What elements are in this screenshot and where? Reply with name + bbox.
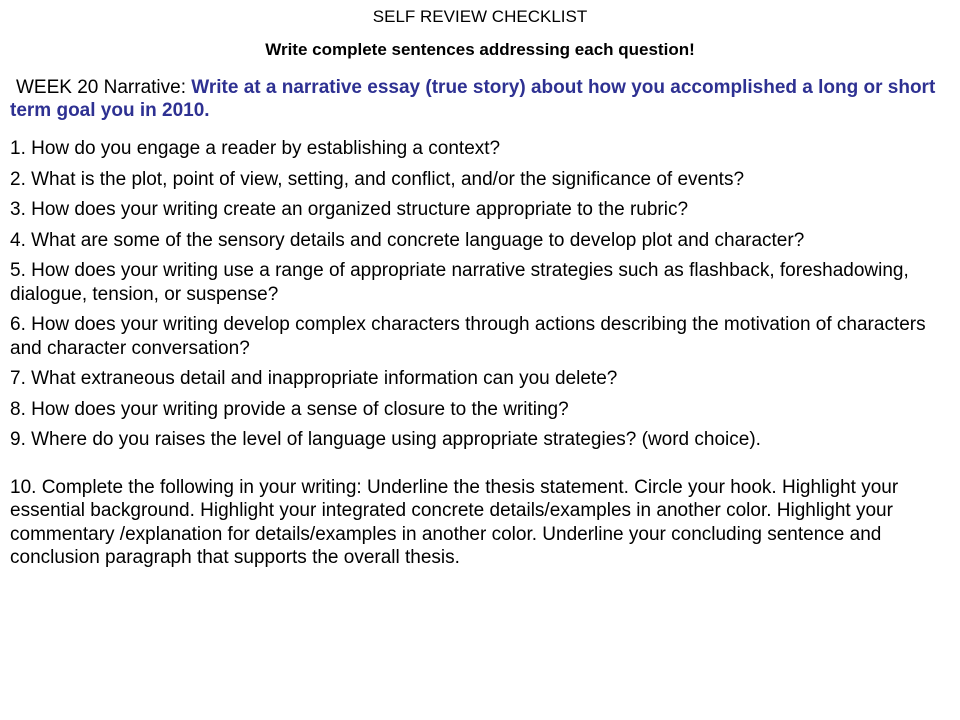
- assignment-block: [10, 76, 940, 122]
- question-item: 1. How do you engage a reader by establishing a context?: [10, 138, 501, 159]
- question-item: 8. How does your writing provide a sense of closure to the writing?: [10, 398, 569, 420]
- question-item: 10. Complete the following in your writing: Underline the thesis statement. Circle your hook. Highlight your essential background. Highlight your integrated concrete details/examples in another color. Highlight your commentary /explanation for details/examples in another color. Underline your concluding sentence and conclusion paragraph that supports the overall thesis.: [10, 476, 899, 568]
- question-item: 6. How does your writing develop complex characters through actions describing the motivation of characters and character conversation?: [10, 314, 926, 359]
- question-item: 7. What extraneous detail and inappropriate information can you delete?: [10, 368, 618, 389]
- question-list: [10, 137, 955, 577]
- page-subtitle: Write complete sentences addressing each question!: [265, 40, 695, 59]
- assignment-week-label: WEEK 20 Narrative:: [16, 77, 192, 98]
- question-item: 3. How does your writing create an organized structure appropriate to the rubric?: [10, 199, 689, 220]
- question-item: 9. Where do you raises the level of language using appropriate strategies? (word choice).: [10, 429, 761, 450]
- question-item: 2. What is the plot, point of view, setting, and conflict, and/or the significance of events?: [10, 168, 745, 190]
- question-item: 5. How does your writing use a range of appropriate narrative strategies such as flashback, foreshadowing, dialogue, tension, or suspense?: [10, 260, 909, 305]
- page-title: SELF REVIEW CHECKLIST: [372, 7, 588, 26]
- question-item: 4. What are some of the sensory details and concrete language to develop plot and character?: [10, 229, 805, 251]
- assignment-prompt: Write at a narrative essay (true story) about how you accomplished a long or short term goal you in 2010.: [10, 77, 936, 121]
